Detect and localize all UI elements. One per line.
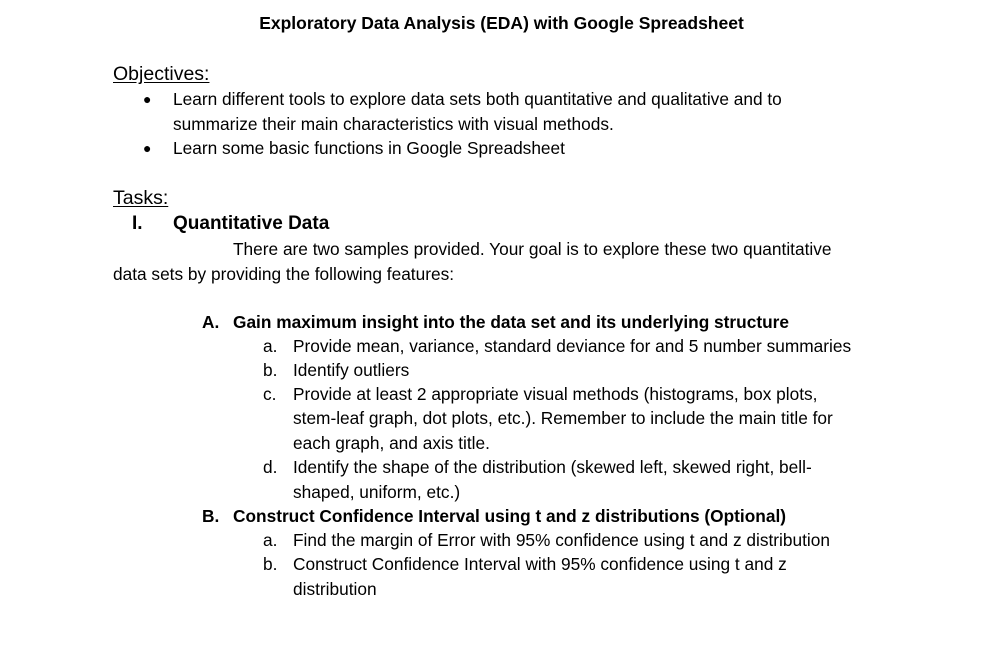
part-b-item-b-letter: b. bbox=[263, 554, 278, 574]
bullet-icon: ● bbox=[143, 140, 152, 156]
objective-item-1-line1: Learn different tools to explore data sets both quantitative and qualitative and to bbox=[173, 89, 782, 109]
part-a-item-c-line2: stem-leaf graph, dot plots, etc.). Remember to include the main title for bbox=[293, 408, 833, 428]
part-b-item-b-line1: Construct Confidence Interval with 95% confidence using t and z bbox=[293, 554, 787, 574]
part-a-item-b-letter: b. bbox=[263, 360, 278, 380]
part-b-title: Construct Confidence Interval using t and z distributions (Optional) bbox=[233, 506, 787, 526]
section-number: I. bbox=[132, 213, 143, 234]
part-a-letter: A. bbox=[202, 312, 220, 332]
part-a-item-c-letter: c. bbox=[263, 384, 277, 404]
objective-item-1-line2: summarize their main characteristics with visual methods. bbox=[173, 114, 614, 134]
part-b-letter: B. bbox=[202, 506, 220, 526]
part-a-item-d-letter: d. bbox=[263, 457, 278, 477]
part-b-item-a-text: Find the margin of Error with 95% confidence using t and z distribution bbox=[293, 530, 830, 550]
part-a-item-c-line3: each graph, and axis title. bbox=[293, 433, 490, 453]
bullet-icon: ● bbox=[143, 91, 152, 107]
objective-item-2: Learn some basic functions in Google Spreadsheet bbox=[173, 138, 565, 158]
document-title: Exploratory Data Analysis (EDA) with Google Spreadsheet bbox=[259, 13, 744, 33]
part-a-item-d-line1: Identify the shape of the distribution (skewed left, skewed right, bell- bbox=[293, 457, 812, 477]
part-a-item-c-line1: Provide at least 2 appropriate visual methods (histograms, box plots, bbox=[293, 384, 818, 404]
part-a-item-b-text: Identify outliers bbox=[293, 360, 410, 380]
section-intro-line2: data sets by providing the following features: bbox=[113, 264, 455, 284]
part-a-item-a-text: Provide mean, variance, standard deviance for and 5 number summaries bbox=[293, 336, 852, 356]
part-b-item-b-line2: distribution bbox=[293, 579, 377, 599]
part-a-item-a-letter: a. bbox=[263, 336, 278, 356]
part-a-title: Gain maximum insight into the data set and its underlying structure bbox=[233, 312, 789, 332]
section-intro-line1: There are two samples provided. Your goal is to explore these two quantitative bbox=[233, 239, 832, 259]
part-a-item-d-line2: shaped, uniform, etc.) bbox=[293, 482, 461, 502]
section-title: Quantitative Data bbox=[173, 213, 330, 234]
tasks-heading: Tasks: bbox=[113, 187, 169, 209]
part-b-item-a-letter: a. bbox=[263, 530, 278, 550]
objectives-heading: Objectives: bbox=[113, 63, 210, 85]
